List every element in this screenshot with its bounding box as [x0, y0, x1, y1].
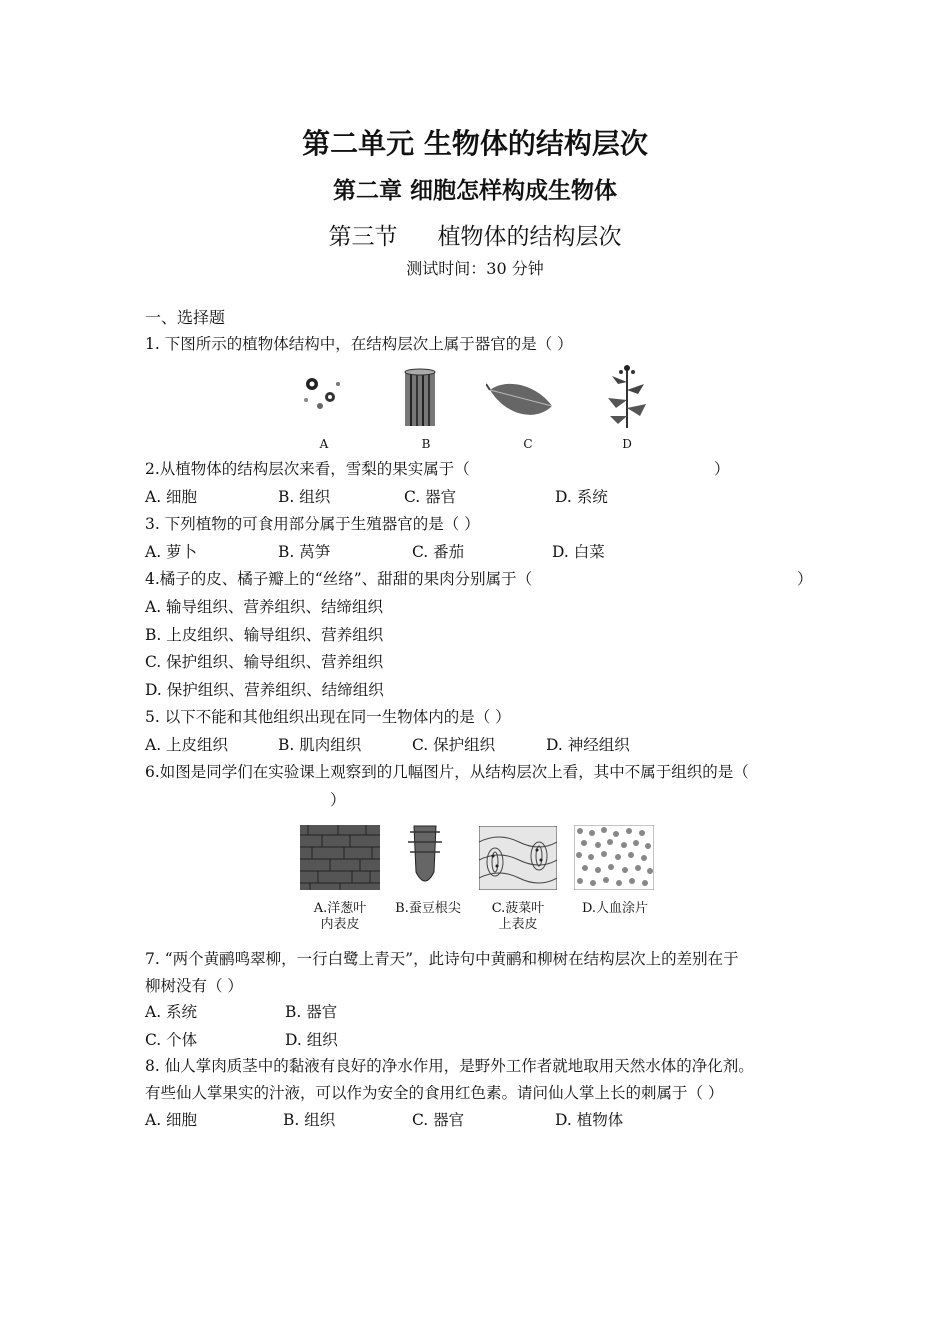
q2-stem: 2.从植物体的结构层次来看，雪梨的果实属于（ — [145, 460, 470, 478]
q1-image-b-tissue — [403, 368, 437, 430]
q6-caption-d-line1: D.人血涂片 — [581, 901, 649, 916]
q3-option-a: A. 萝卜 — [145, 543, 198, 561]
q6-caption-b-line1: B.蚕豆根尖 — [395, 901, 461, 916]
q8-stem-line2: 有些仙人掌果实的汁液，可以作为安全的食用红色素。请问仙人掌上长的刺属于（ ） — [145, 1084, 724, 1102]
q6-image-d-blood-smear — [574, 825, 654, 890]
q6-image-c-spinach-epidermis — [479, 826, 557, 890]
q5-option-a: A. 上皮组织 — [145, 736, 229, 754]
q3-stem: 3. 下列植物的可食用部分属于生殖器官的是（ ） — [145, 515, 480, 533]
q4-stem-end: ） — [797, 570, 813, 588]
q4-option-d: D. 保护组织、营养组织、结缔组织 — [145, 681, 384, 699]
q2-option-d: D. 系统 — [555, 488, 608, 506]
q6-caption-a-line2: 内表皮 — [320, 917, 360, 932]
section-heading: 一、选择题 — [145, 308, 226, 327]
q6-image-b-root-tip — [404, 822, 446, 892]
q3-option-d: D. 白菜 — [552, 543, 605, 561]
q5-option-d: D. 神经组织 — [546, 736, 630, 754]
q6-caption-a — [300, 901, 380, 933]
test-time: 测试时间：30 分钟 — [406, 259, 544, 278]
section-number: 第三节 — [328, 224, 398, 250]
q2-option-b: B. 组织 — [278, 488, 331, 506]
q7-option-d: D. 组织 — [285, 1031, 338, 1049]
q6-stem-end: ） — [330, 791, 346, 809]
q7-option-a: A. 系统 — [145, 1003, 198, 1021]
q6-image-a-onion-epidermis — [300, 825, 380, 890]
q1-label-a: A — [319, 437, 329, 451]
q6-caption-c — [479, 901, 557, 933]
q4-stem: 4.橘子的皮、橘子瓣上的“丝络”、甜甜的果肉分别属于（ — [145, 570, 533, 588]
q7-option-c: C. 个体 — [145, 1031, 198, 1049]
chapter-title: 第二章 细胞怎样构成生物体 — [332, 178, 617, 204]
q8-option-b: B. 组织 — [283, 1111, 336, 1129]
q1-image-a-cells — [298, 370, 348, 420]
q8-option-a: A. 细胞 — [145, 1111, 198, 1129]
q2-option-a: A. 细胞 — [145, 488, 198, 506]
q1-image-c-leaf — [486, 378, 556, 422]
q1-label-b: B — [421, 437, 431, 451]
q4-option-b: B. 上皮组织、输导组织、营养组织 — [145, 626, 384, 644]
q6-caption-c-line1: C.菠菜叶 — [491, 901, 545, 916]
q6-caption-c-line2: 上表皮 — [498, 917, 538, 932]
q5-option-c: C. 保护组织 — [412, 736, 496, 754]
q8-option-c: C. 器官 — [412, 1111, 465, 1129]
q7-option-b: B. 器官 — [285, 1003, 338, 1021]
q1-image-d-plant — [600, 362, 654, 430]
q6-caption-b — [386, 901, 470, 917]
q6-caption-a-line1: A.洋葱叶 — [313, 901, 367, 916]
q6-caption-d — [570, 901, 660, 917]
q8-stem-line1: 8. 仙人掌肉质茎中的黏液有良好的净水作用，是野外工作者就地取用天然水体的净化剂。 — [145, 1057, 754, 1075]
q4-option-c: C. 保护组织、输导组织、营养组织 — [145, 653, 384, 671]
q2-option-c: C. 器官 — [404, 488, 457, 506]
section-name: 植物体的结构层次 — [437, 224, 622, 250]
q3-option-c: C. 番茄 — [412, 543, 465, 561]
q2-stem-end: ） — [714, 460, 730, 478]
q1-label-d: D — [622, 437, 632, 451]
q7-stem-line1: 7. “两个黄鹂鸣翠柳，一行白鹭上青天”，此诗句中黄鹂和柳树在结构层次上的差别在于 — [145, 950, 739, 968]
q8-option-d: D. 植物体 — [555, 1111, 624, 1129]
q5-option-b: B. 肌肉组织 — [278, 736, 362, 754]
q6-stem: 6.如图是同学们在实验课上观察到的几幅图片，从结构层次上看，其中不属于组织的是（ — [145, 763, 749, 781]
section-title — [0, 218, 950, 251]
q4-option-a: A. 输导组织、营养组织、结缔组织 — [145, 598, 384, 616]
q7-stem-line2: 柳树没有（ ） — [145, 977, 243, 995]
q1-label-c: C — [523, 437, 533, 451]
q1-stem: 1. 下图所示的植物体结构中，在结构层次上属于器官的是（ ） — [145, 335, 573, 353]
q3-option-b: B. 莴笋 — [278, 543, 331, 561]
q5-stem: 5. 以下不能和其他组织出现在同一生物体内的是（ ） — [145, 708, 511, 726]
unit-title: 第二单元 生物体的结构层次 — [302, 127, 648, 160]
